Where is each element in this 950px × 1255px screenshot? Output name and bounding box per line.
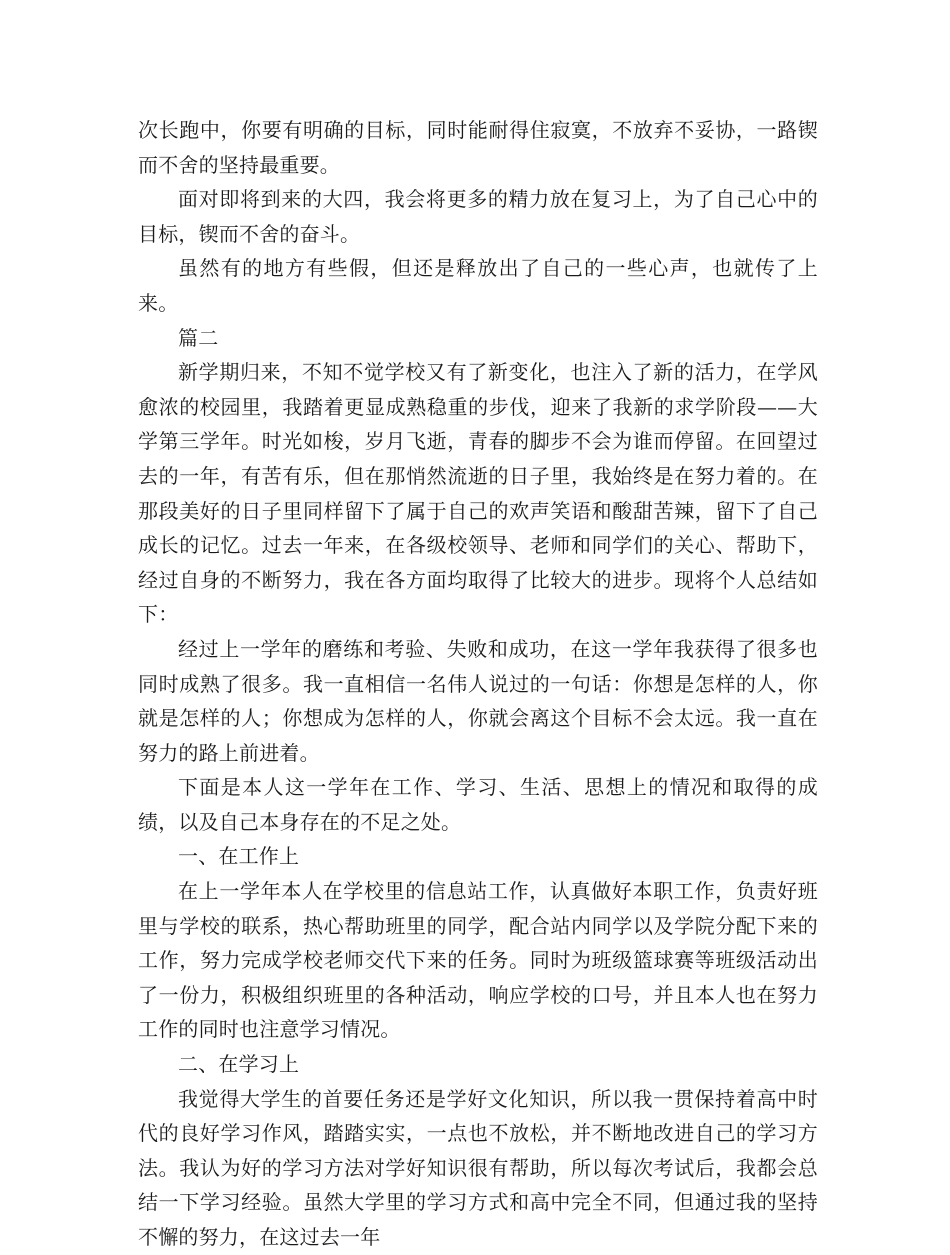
- paragraph-2: 面对即将到来的大四，我会将更多的精力放在复习上，为了自己心中的目标，锲而不舍的奋斗。: [138, 187, 818, 246]
- section-heading-study: 二、在学习上: [178, 1052, 300, 1077]
- document-body: [138, 113, 818, 1255]
- section-heading-work: 一、在工作上: [178, 844, 300, 869]
- paragraph-5: 新学期归来，不知不觉学校又有了新变化，也注入了新的活力，在学风愈浓的校园里，我踏着更显成熟稳重的步伐，迎来了我新的求学阶段——大学第三学年。时光如梭，岁月飞逝，青春的脚步不会为谁而停留。在回望过去的一年，有苦有乐，但在那悄然流逝的日子里，我始终是在努力着的。在那段美好的日子里同样留下了属于自己的欢声笑语和酸甜苦辣，留下了自己成长的记忆。过去一年来，在各级校领导、老师和同学们的关心、帮助下，经过自身的不断努力，我在各方面均取得了比较大的进步。现将个人总结如下：: [138, 360, 818, 627]
- paragraph-3: 虽然有的地方有些假，但还是释放出了自己的一些心声，也就传了上来。: [138, 256, 818, 315]
- section-heading-part-two: 篇二: [178, 325, 219, 350]
- paragraph-9: 在上一学年本人在学校里的信息站工作，认真做好本职工作，负责好班里与学校的联系，热心帮助班里的同学，配合站内同学以及学院分配下来的工作，努力完成学校老师交代下来的任务。同时为班级篮球赛等班级活动出了一份力，积极组织班里的各种活动，响应学校的口号，并且本人也在努力工作的同时也注意学习情况。: [138, 879, 818, 1042]
- paragraph-1: 次长跑中，你要有明确的目标，同时能耐得住寂寞，不放弃不妥协，一路锲而不舍的坚持最重要。: [138, 118, 818, 177]
- paragraph-7: 下面是本人这一学年在工作、学习、生活、思想上的情况和取得的成绩，以及自己本身存在的不足之处。: [138, 775, 818, 834]
- paragraph-6: 经过上一学年的磨练和考验、失败和成功，在这一学年我获得了很多也同时成熟了很多。我一直相信一名伟人说过的一句话：你想是怎样的人，你就是怎样的人；你想成为怎样的人，你就会离这个目标不会太远。我一直在努力的路上前进着。: [138, 636, 818, 765]
- paragraph-11: 我觉得大学生的首要任务还是学好文化知识，所以我一贯保持着高中时代的良好学习作风，踏踏实实，一点也不放松，并不断地改进自己的学习方法。我认为好的学习方法对学好知识很有帮助，所以每次考试后，我都会总结一下学习经验。虽然大学里的学习方式和高中完全不同，但通过我的坚持不懈的努力，在这过去一年: [138, 1086, 818, 1249]
